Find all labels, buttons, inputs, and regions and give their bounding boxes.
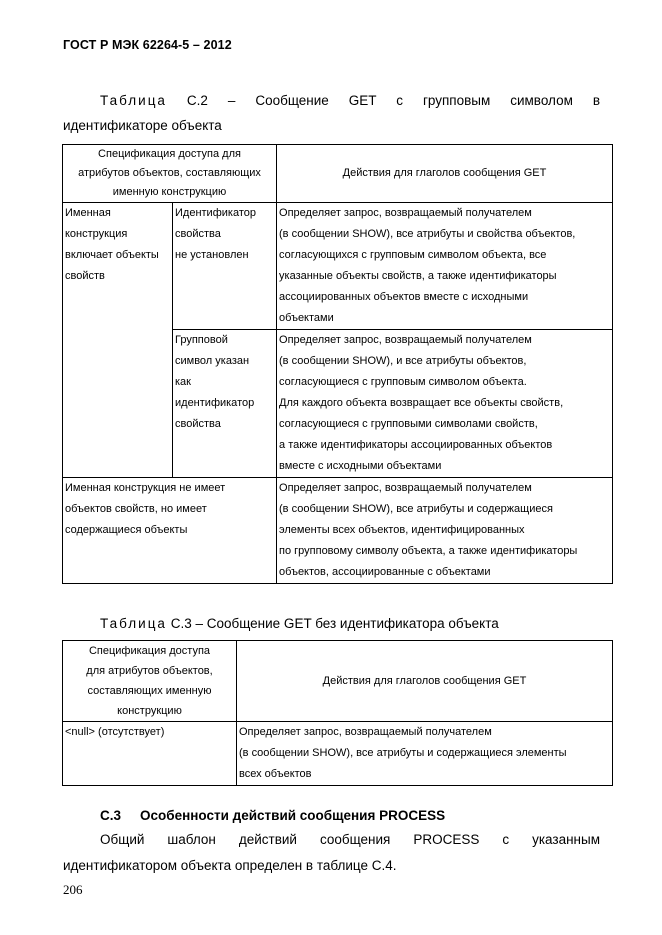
table-cell [63, 478, 277, 584]
cell-line: Определяет запрос, возвращаемый получателем [279, 334, 532, 346]
cell-line: согласующиеся с групповыми символами свойств, [279, 418, 538, 430]
table-c3-header-row [63, 641, 613, 722]
header-line: именную конструкцию [112, 186, 227, 198]
cell-line: (в сообщении SHOW), и все атрибуты объектов, [279, 355, 527, 367]
cell-line: согласующихся с групповым символом объекта, все [279, 249, 547, 261]
cell-line: Определяет запрос, возвращаемый получателем [239, 726, 492, 738]
table-row [63, 722, 613, 786]
cell-line: свойства [175, 418, 221, 430]
header-line: атрибутов объектов, составляющих [78, 167, 261, 179]
cell-line: свойства [175, 228, 221, 240]
document-header: ГОСТ Р МЭК 62264-5 – 2012 [63, 38, 232, 52]
table-cell [63, 203, 173, 478]
cell-line: не установлен [175, 249, 249, 261]
table-cell [173, 203, 277, 330]
cell-line: объектами [279, 312, 334, 324]
cell-line: идентификатор [175, 397, 255, 409]
section-number: С.3 [100, 808, 122, 823]
cell-line: свойств [65, 270, 105, 282]
table-row [63, 203, 613, 330]
table-c3 [62, 640, 613, 786]
cell-line: (в сообщении SHOW), все атрибуты и содержащиеся [279, 503, 553, 515]
cell-line: символ указан [175, 355, 250, 367]
cell-line: Определяет запрос, возвращаемый получателем [279, 207, 532, 219]
section-heading [100, 808, 445, 823]
table-cell [173, 330, 277, 478]
cell-line: Именная [65, 207, 111, 219]
cell-line: Для каждого объекта возвращает все объекты свойств, [279, 397, 564, 409]
cell-line: ассоциированных объектов вместе с исходными [279, 291, 529, 303]
header-line: составляющих именную [87, 685, 212, 697]
paragraph-line: идентификатором объекта определен в таблице С.4. [63, 858, 397, 873]
cell-line: по групповому символу объекта, а также идентификаторы [279, 545, 578, 557]
table-c2-caption-word: Таблица [100, 93, 167, 108]
table-cell [237, 722, 613, 786]
cell-line: Определяет запрос, возвращаемый получателем [279, 482, 532, 494]
table-cell [277, 330, 613, 478]
table-row [63, 478, 613, 584]
table-c3-header-col2: Действия для глаголов сообщения GET [237, 641, 613, 722]
header-line: Спецификация доступа для [98, 148, 241, 160]
table-c3-caption-rest: С.3 – Сообщение GET без идентификатора объекта [170, 616, 499, 631]
table-c2 [62, 144, 613, 584]
table-c2-header-col2: Действия для глаголов сообщения GET [277, 145, 613, 203]
cell-line: а также идентификаторы ассоциированных объектов [279, 439, 553, 451]
cell-line: Идентификатор [175, 207, 256, 219]
cell-line: содержащиеся объекты [65, 524, 188, 536]
cell-line: (в сообщении SHOW), все атрибуты и содержащиеся элементы [239, 747, 567, 759]
table-c3-caption [100, 616, 499, 631]
cell-line: Именная конструкция не имеет [65, 482, 226, 494]
cell-line: включает объекты [65, 249, 159, 261]
table-c2-header-col1 [63, 145, 277, 203]
cell-line: всех объектов [239, 768, 312, 780]
cell-line: объектов, ассоциированные с объектами [279, 566, 491, 578]
section-title: Особенности действий сообщения PROCESS [140, 808, 446, 823]
header-line: Спецификация доступа [88, 645, 211, 657]
paragraph-line: Общий шаблон действий сообщения PROCESS с указанным [100, 832, 600, 847]
table-c2-caption-line2: идентификаторе объекта [63, 118, 222, 133]
header-line: конструкцию [117, 705, 182, 717]
table-cell [277, 478, 613, 584]
table-c3-caption-word: Таблица [100, 616, 167, 631]
cell-line: указанные объекты свойств, а также идентификаторы [279, 270, 557, 282]
table-c2-caption [100, 93, 600, 108]
table-c3-header-col1 [63, 641, 237, 722]
cell-line: согласующиеся с групповым символом объекта. [279, 376, 527, 388]
table-cell [277, 203, 613, 330]
cell-line: объектов свойств, но имеет [65, 503, 207, 515]
cell-line: Групповой [175, 334, 228, 346]
cell-line: как [175, 376, 191, 388]
cell-line: (в сообщении SHOW), все атрибуты и свойства объектов, [279, 228, 576, 240]
table-c2-caption-rest: С.2 – Сообщение GET с групповым символом в [186, 93, 600, 108]
table-cell: <null> (отсутствует) [63, 722, 237, 786]
table-c2-header-row [63, 145, 613, 203]
cell-line: вместе с исходными объектами [279, 460, 442, 472]
cell-line: элементы всех объектов, идентифицированных [279, 524, 525, 536]
header-line: для атрибутов объектов, [86, 665, 213, 677]
page-number: 206 [63, 882, 83, 897]
cell-line: конструкция [65, 228, 128, 240]
